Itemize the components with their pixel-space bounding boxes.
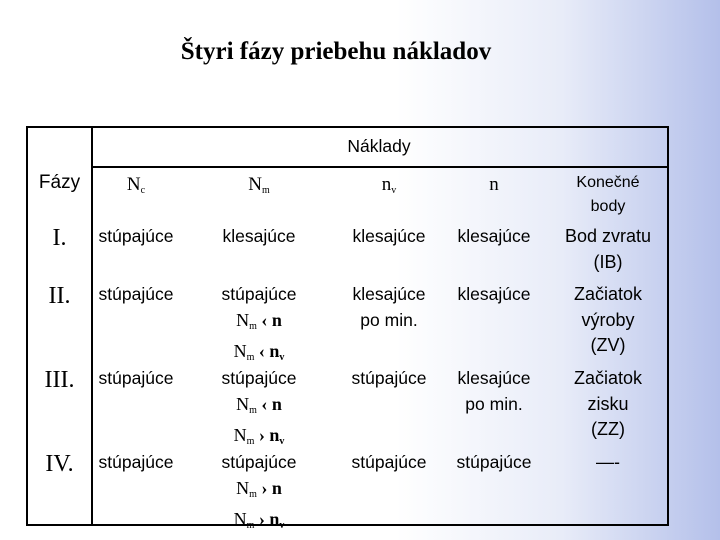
nv-cell — [330, 224, 448, 250]
header-divider — [91, 166, 667, 168]
page-title: Štyri fázy priebehu nákladov — [180, 38, 492, 65]
cost-phases-table — [26, 126, 669, 531]
relation-line — [200, 308, 318, 340]
phase-label: I. — [52, 225, 67, 251]
cell-text: stúpajúce — [98, 226, 174, 246]
cell-text: stúpajúce — [456, 452, 532, 472]
cell-text: stúpajúce — [351, 452, 427, 472]
cell-text: klesajúce — [222, 226, 296, 246]
cell-text: Začiatok — [573, 368, 643, 388]
relation-lhs: $N_m$ — [236, 393, 257, 416]
relation-lhs: $N_m$ — [236, 477, 257, 500]
relation-lhs: $N_m$ — [233, 341, 255, 363]
cost-symbol: $N_m$ — [248, 174, 270, 196]
cell-text: stúpajúce — [98, 284, 174, 304]
relation-lhs: $N_m$ — [233, 425, 255, 447]
cost-symbol: $n_v$ — [381, 174, 397, 196]
end-point-cell — [549, 366, 667, 443]
end-point-cell — [549, 282, 667, 359]
n-cell — [435, 450, 553, 476]
end-point-cell — [549, 224, 667, 275]
phase-label: II. — [48, 283, 71, 309]
cell-text: po min. — [465, 393, 523, 414]
cost-symbol: $N_c$ — [126, 174, 146, 196]
nv-cell — [330, 366, 448, 392]
header-line: Konečné — [576, 174, 640, 191]
relation-operator: ‹ — [256, 393, 272, 414]
nc-cell — [77, 282, 195, 308]
cell-text: (ZZ) — [591, 419, 625, 439]
cell-text: klesajúce — [352, 226, 426, 246]
relation-line — [200, 507, 318, 539]
phase-label: IV. — [45, 451, 74, 477]
relation-operator: › — [254, 509, 270, 529]
cost-column-header — [200, 172, 318, 203]
nc-cell — [77, 224, 195, 250]
relation-operator: ‹ — [254, 341, 270, 361]
cell-text: (ZV) — [590, 335, 626, 355]
cell-text: výroby — [581, 309, 635, 330]
nc-cell — [77, 450, 195, 476]
relation-rhs: n — [271, 393, 282, 414]
relation-lhs: $N_m$ — [236, 309, 257, 332]
cell-text: stúpajúce — [221, 284, 297, 304]
cell-text: zisku — [587, 393, 629, 414]
cell-text: —- — [596, 452, 620, 472]
cost-symbol: n — [489, 174, 499, 195]
relation-operator: › — [256, 477, 272, 498]
cell-text: stúpajúce — [98, 452, 174, 472]
relation-line — [200, 392, 318, 424]
nv-cell — [330, 450, 448, 476]
n-cell — [435, 224, 553, 250]
nm-cell — [200, 224, 318, 250]
cell-text: stúpajúce — [221, 368, 297, 388]
relation-lhs: $N_m$ — [233, 509, 255, 531]
cell-text: klesajúce — [457, 368, 531, 388]
cost-column-header — [330, 172, 448, 203]
phases-column-header: Fázy — [38, 172, 81, 193]
cell-text: stúpajúce — [98, 368, 174, 388]
nv-cell — [330, 282, 448, 333]
relation-rhs: $n_v$ — [269, 341, 285, 363]
nc-cell — [77, 366, 195, 392]
relation-operator: ‹ — [256, 309, 272, 330]
cell-text: Bod zvratu — [564, 226, 652, 246]
relation-line — [200, 476, 318, 508]
phase-label: III. — [44, 367, 75, 393]
cell-text: stúpajúce — [221, 452, 297, 472]
cell-text: Začiatok — [573, 284, 643, 304]
nm-cell — [200, 450, 318, 539]
cell-text: klesajúce — [352, 284, 426, 304]
nm-cell — [200, 366, 318, 455]
cost-column-header — [77, 172, 195, 203]
header-line: body — [590, 198, 626, 215]
end-point-cell — [549, 450, 667, 476]
n-cell — [435, 282, 553, 308]
nm-cell — [200, 282, 318, 371]
relation-operator: › — [254, 425, 270, 445]
relation-rhs: $n_v$ — [269, 509, 285, 531]
end-points-column-header — [549, 171, 667, 219]
relation-rhs: $n_v$ — [269, 425, 285, 447]
costs-group-header: Náklady — [347, 136, 411, 156]
cell-text: klesajúce — [457, 284, 531, 304]
cost-column-header — [435, 172, 553, 197]
cell-text: klesajúce — [457, 226, 531, 246]
cell-text: stúpajúce — [351, 368, 427, 388]
relation-rhs: n — [271, 309, 282, 330]
n-cell — [435, 366, 553, 417]
cell-text: po min. — [360, 309, 418, 330]
relation-rhs: n — [271, 477, 282, 498]
cell-text: (IB) — [593, 251, 623, 272]
